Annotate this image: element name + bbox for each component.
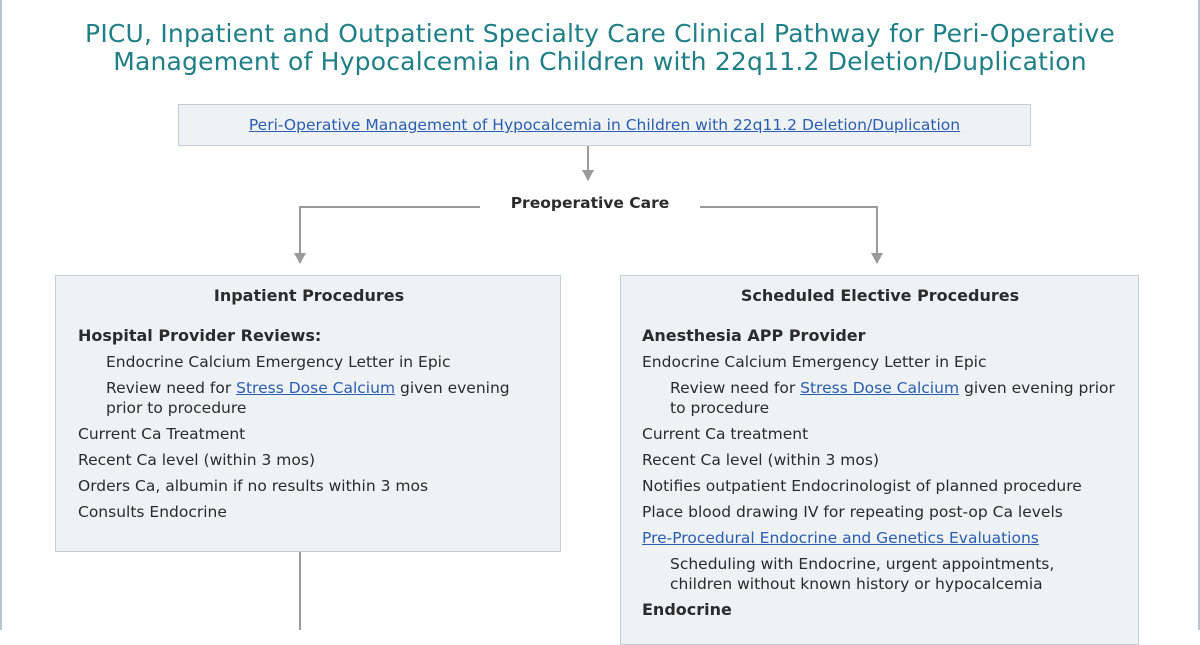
connector-branch-right: [686, 207, 877, 263]
scheduled-box-title: Scheduled Elective Procedures: [740, 286, 1020, 305]
overview-link-box: [178, 104, 1031, 146]
stress-dose-prefix: Review need for: [106, 379, 237, 397]
stress-dose-suffix: given evening prior to procedure: [670, 379, 1115, 417]
hospital-provider-heading: Hospital Provider Reviews:: [78, 326, 322, 345]
stress-dose-prefix: Review need for: [670, 379, 801, 397]
pre-procedural-evaluations-link[interactable]: Pre-Procedural Endocrine and Genetics Evaluations: [642, 529, 1039, 547]
list-item: Consults Endocrine: [78, 503, 227, 521]
title-line-2: Management of Hypocalcemia in Children with 22q11.2 Deletion/Duplication: [113, 47, 1087, 76]
list-item: Current Ca Treatment: [78, 425, 246, 443]
list-item: Current Ca treatment: [642, 425, 809, 443]
anesthesia-app-heading: Anesthesia APP Provider: [642, 326, 866, 345]
list-item: Notifies outpatient Endocrinologist of planned procedure: [642, 477, 1082, 495]
preoperative-care-label: Preoperative Care: [480, 194, 700, 212]
connector-branch-left: [300, 207, 500, 263]
title-line-1: PICU, Inpatient and Outpatient Specialty Care Clinical Pathway for Peri-Operative: [85, 19, 1115, 48]
stress-dose-calcium-link[interactable]: Stress Dose Calcium: [800, 379, 960, 397]
endocrine-heading: Endocrine: [642, 600, 732, 619]
stress-dose-calcium-link[interactable]: Stress Dose Calcium: [236, 379, 396, 397]
list-item-evaluations: [642, 528, 1118, 548]
list-item: Endocrine Calcium Emergency Letter in Epic: [642, 353, 987, 371]
overview-link[interactable]: Peri-Operative Management of Hypocalcemia in Children with 22q11.2 Deletion/Duplication: [248, 116, 961, 134]
list-item: Place blood drawing IV for repeating post-op Ca levels: [642, 503, 1063, 521]
stress-dose-suffix: given evening prior to procedure: [106, 379, 510, 417]
scheduled-elective-procedures-box: [620, 275, 1139, 645]
list-item: Endocrine Calcium Emergency Letter in Epic: [106, 353, 451, 371]
list-item-stress-dose: [642, 378, 1118, 418]
inpatient-procedures-box: [55, 275, 561, 552]
list-item: Recent Ca level (within 3 mos): [78, 451, 316, 469]
inpatient-box-title: Inpatient Procedures: [213, 286, 405, 305]
list-item: Orders Ca, albumin if no results within 3 mos: [78, 477, 429, 495]
list-item: Scheduling with Endocrine, urgent appointments, children without known history or hypocalcemia: [670, 555, 1055, 593]
list-item-stress-dose: [78, 378, 540, 418]
list-item: Recent Ca level (within 3 mos): [642, 451, 880, 469]
